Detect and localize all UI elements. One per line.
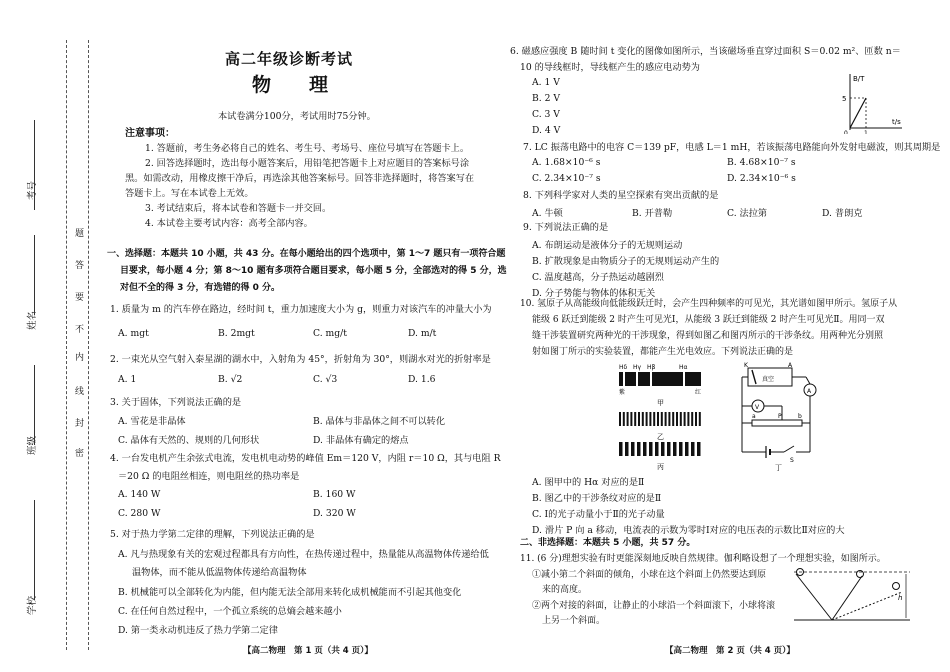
ammeter-label: A [807,388,812,395]
figure-label-ding: 丁 [775,464,782,472]
spectrum-band [619,372,701,386]
slider-label: P [778,413,782,420]
fringe-band [655,442,659,456]
spectrum-line-label: Hδ [619,364,628,371]
seal-char: 不 [73,324,83,334]
spectrum-line [636,372,638,386]
fringe-band [687,412,689,426]
q8-option-b[interactable]: B. 开普勒 [632,208,673,219]
exam-title: 高二年级诊断考试 [225,50,354,68]
q11-stem: 11. (6 分)理想实验有时更能深刻地反映自然规律。伽利略设想了一个理想实验，如图所示。 [520,554,886,564]
q2-option-d[interactable]: D. 1.6 [408,374,436,385]
fringe-band [699,412,701,426]
q6-stem: 6. 磁感应强度 B 随时间 t 变化的图像如图所示，当该磁场垂直穿过面积 S＝0.02 m²、匝数 n＝ [510,46,901,57]
subject-title: 物 理 [252,74,329,96]
field-class-line[interactable] [34,365,35,445]
q3-stem: 3. 关于固体，下列说法正确的是 [110,397,242,408]
q5-option-a[interactable]: A. 凡与热现象有关的宏观过程都具有方向性，在热传递过程中，热量能从高温物体传递给低 [118,549,489,560]
fringe-band [684,412,686,426]
q7-option-c[interactable]: C. 2.34×10⁻⁷ s [532,173,601,184]
q3-option-c[interactable]: C. 晶体有天然的、规则的几何形状 [118,435,260,446]
q4-option-d[interactable]: D. 320 W [313,508,356,519]
fringe-band [691,412,693,426]
fringe-band [630,412,632,426]
q10-stem-cont: 缝干涉装置研究两种光的干涉现象，得到如图乙和图丙所示的干涉条纹。用两种光分别照 [532,331,884,341]
q7-option-a[interactable]: A. 1.68×10⁻⁶ s [532,157,601,168]
q1-option-c[interactable]: C. mg/t [313,328,347,339]
q7-stem: 7. LC 振荡电路中的电容 C＝139 pF，电感 L＝1 mH，若该振荡电路能向外发射电磁波，则其周期是 [523,142,941,153]
q11-item: ②两个对接的斜面，让静止的小球沿一个斜面滚下，小球将滚 [532,601,776,611]
ball [857,571,864,578]
fringe-band [642,412,644,426]
q7-option-d[interactable]: D. 2.34×10⁻⁶ s [727,173,796,184]
fringe-pattern-yi [619,412,701,426]
note-line: 4. 本试卷主要考试内容：高考全部内容。 [145,218,313,229]
q9-stem: 9. 下列说法正确的是 [523,222,609,233]
fringe-band [685,442,689,456]
fringe-band [673,442,677,456]
q9-option-c[interactable]: C. 温度越高，分子热运动越剧烈 [532,272,664,283]
q5-stem: 5. 对于热力学第二定律的理解，下列说法正确的是 [110,529,315,540]
field-school: 学校 [27,595,38,615]
q6-option-c[interactable]: C. 3 V [532,109,560,120]
q4-stem-cont: ＝20 Ω 的电阻丝相连，则电阻丝的热功率是 [118,471,300,482]
page-footer: 【高二物理 第 1 页（共 4 页）】 [243,646,373,656]
q10-stem-cont: 能级 6 跃迁到能级 2 时产生可见光Ⅰ，从能级 3 跃迁到能级 2 时产生可见光Ⅱ。用同一双 [532,315,885,325]
fringe-band [661,412,663,426]
fringe-pattern-bing [619,442,701,456]
q5-option-c[interactable]: C. 在任何自然过程中，一个孤立系统的总熵会越来越小 [118,606,342,617]
figure-label-bing: 丙 [657,463,664,471]
q9-option-d[interactable]: D. 分子势能与物体的体积无关 [532,288,656,299]
fringe-band [697,442,701,456]
fringe-band [646,412,648,426]
section2-heading: 二、非选择题：本题共 5 小题，共 57 分。 [520,538,696,548]
q2-option-c[interactable]: C. √3 [313,374,338,385]
q1-stem: 1. 质量为 m 的汽车停在路边，经时间 t，重力加速度大小为 g，则重力对该汽车的冲量大小为 [110,304,492,315]
q10-figure-jia [617,361,717,409]
field-class: 班级 [27,435,38,455]
spectrum-line-label: Hγ [633,364,642,371]
q3-option-b[interactable]: B. 晶体与非晶体之间不可以转化 [313,416,446,427]
label-k: K [744,362,748,369]
seal-char: 题 [73,228,83,238]
fringe-band [634,412,636,426]
seal-char: 答 [73,260,83,270]
q5-option-a-cont: 温物体，而不能从低温物体传递给高温物体 [132,567,307,578]
q10-figure-bing [617,438,717,472]
q10-option-a[interactable]: A. 图甲中的 Hα 对应的是Ⅱ [532,477,645,488]
section1-heading: 对但不全的得 3 分，有选错的得 0 分。 [120,283,281,293]
spectrum-line [623,372,625,386]
spectrum-line [650,372,652,386]
note-line: 3. 考试结束后，将本试卷和答题卡一并交回。 [145,203,332,214]
section1-heading: 一、选择题：本题共 10 小题，共 43 分。在每小题给出的四个选项中，第 1～7 题只有一项符合题 [107,249,506,259]
rheostat [752,420,802,426]
field-school-line[interactable] [34,500,35,600]
fringe-band [676,412,678,426]
label-vacuum: 真空 [762,376,775,383]
q10-stem: 10. 氢原子从高能级向低能级跃迁时，会产生四种频率的可见光，其光谱如图甲所示。氢原子从 [520,299,898,309]
height-label: h [898,594,903,602]
q10-option-c[interactable]: C. Ⅰ的光子动量小于Ⅱ的光子动量 [532,509,665,520]
q6-bt-graph [830,72,905,134]
q5-option-d[interactable]: D. 第一类永动机违反了热力学第二定律 [118,625,278,636]
note-line: 1. 答题前，考生务必将自己的姓名、考生号、考场号、座位号填写在答题卡上。 [145,143,470,154]
field-name-line[interactable] [34,235,35,315]
spectrum-line-label: Hβ [647,364,656,371]
q2-stem: 2. 一束光从空气射入泰星湖的湖水中，入射角为 45°，折射角为 30°，则湖水对光的折射率是 [110,354,491,365]
q6-stem-cont: 10 的导线框时，导线框产生的感应电动势为 [520,62,700,73]
cathode [752,370,756,384]
fringe-band [653,412,655,426]
q9-option-a[interactable]: A. 布朗运动是液体分子的无规则运动 [532,240,683,251]
q10-figure-ding [738,360,828,472]
q4-option-c[interactable]: C. 280 W [118,508,161,519]
note-line: 黑。如需改动，用橡皮擦干净后，再选涂其他答案标号。回答非选择题时，将答案写在 [125,173,475,184]
fringe-band [627,412,629,426]
fringe-band [668,412,670,426]
fringe-band [631,442,635,456]
fringe-band [643,442,647,456]
fringe-band [665,412,667,426]
q11-item-cont: 来的高度。 [542,585,588,595]
spectrum-violet-end: 紫 [619,389,626,396]
fringe-band [638,412,640,426]
section1-heading: 目要求，每小题 4 分；第 8～10 题有多项符合题目要求，每小题 5 分，全部选对的得 5 分，选 [120,266,507,276]
fringe-band [680,412,682,426]
fringe-band [661,442,665,456]
note-line: 答题卡上。写在本试卷上无效。 [125,188,254,199]
fringe-band [649,442,653,456]
q6-option-b[interactable]: B. 2 V [532,93,560,104]
q8-stem: 8. 下列科学家对人类的星空探索有突出贡献的是 [523,190,719,201]
q3-option-d[interactable]: D. 非晶体有确定的熔点 [313,435,409,446]
q5-option-b[interactable]: B. 机械能可以全部转化为内能，但内能无法全部用来转化成机械能而不引起其他变化 [118,587,462,598]
q8-option-a[interactable]: A. 牛顿 [532,208,563,219]
field-exam-number-line[interactable] [34,120,35,210]
q6-ylabel: B/T [853,75,865,83]
label-b-end: b [798,413,802,420]
ball [893,583,900,590]
seal-char: 要 [73,292,83,302]
q6-b-line [850,98,866,128]
q7-option-b[interactable]: B. 4.68×10⁻⁷ s [727,157,796,168]
page-footer: 【高二物理 第 2 页（共 4 页）】 [665,646,795,656]
q4-option-a[interactable]: A. 140 W [118,489,161,500]
field-exam-number: 考号 [27,180,38,200]
fringe-band [691,442,695,456]
label-a-end: a [752,413,756,420]
wire [806,377,810,384]
fringe-band [619,412,621,426]
exam-info: 本试卷满分100分，考试用时75分钟。 [218,111,376,122]
note-line: 2. 回答选择题时，选出每小题答案后，用铅笔把答题卡上对应题目的答案标号涂 [145,158,470,169]
incline-right [832,576,862,620]
binding-line-inner [88,40,89,650]
q10-option-d[interactable]: D. 滑片 P 向 a 移动，电流表的示数为零时Ⅰ对应的电压表的示数比Ⅱ对应的大 [532,525,845,536]
spectrum-line [683,372,685,386]
q10-option-b[interactable]: B. 图乙中的干涉条纹对应的是Ⅱ [532,493,662,504]
fringe-band [649,412,651,426]
q11-item-cont: 上另一个斜面。 [542,616,606,626]
fringe-band [667,442,671,456]
q9-option-b[interactable]: B. 扩散现象是由物质分子的无规则运动产生的 [532,256,720,267]
q10-figure-yi [617,408,717,442]
q1-option-b[interactable]: B. 2mgt [218,328,255,339]
q6-xlabel: t/s [892,118,901,126]
fringe-band [619,442,623,456]
q6-option-a[interactable]: A. 1 V [532,77,560,88]
fringe-band [657,412,659,426]
q6-origin: 0 [844,130,848,134]
q11-item: ①减小第二个斜面的倾角，小球在这个斜面上仍然要达到原 [532,570,767,580]
notes-heading: 注意事项： [125,128,175,139]
voltmeter-label: V [755,404,760,411]
q11-inclines-figure [792,562,912,622]
binding-line-outer [66,40,67,650]
q8-option-d[interactable]: D. 普朗克 [822,208,863,219]
fringe-band [679,442,683,456]
fringe-band [623,412,625,426]
label-a: A [788,362,793,369]
q4-option-b[interactable]: B. 160 W [313,489,356,500]
q6-xtick: 1 [864,130,868,134]
seal-char: 封 [73,418,83,428]
q2-option-a[interactable]: A. 1 [118,374,137,385]
q10-stem-cont: 射如图丁所示的实验装置，都能产生光电效应。下列说法正确的是 [532,347,794,357]
field-name: 姓名 [27,310,38,330]
q1-option-a[interactable]: A. mgt [118,328,149,339]
q4-stem: 4. 一台发电机产生余弦式电流，发电机电动势的峰值 Em＝120 V，内阻 r＝10 Ω，其与电阻 R [110,453,501,464]
fringe-band [637,442,641,456]
q6-ytick: 5 [842,95,847,103]
switch-label: S [790,457,794,464]
switch [784,446,794,452]
q1-option-d[interactable]: D. m/t [408,328,437,339]
figure-label-jia: 甲 [657,399,664,407]
fringe-band [672,412,674,426]
figure-label-yi: 乙 [657,433,664,441]
q2-option-b[interactable]: B. √2 [218,374,243,385]
spectrum-red-end: 红 [695,389,702,396]
fringe-band [625,442,629,456]
q6-option-d[interactable]: D. 4 V [532,125,561,136]
seal-char: 内 [73,352,83,362]
incline-reduced [832,592,902,620]
seal-char: 密 [73,448,83,458]
q8-option-c[interactable]: C. 法拉第 [727,208,768,219]
spectrum-line-label: Hα [679,364,688,371]
fringe-band [695,412,697,426]
incline-left [796,574,832,620]
seal-char: 线 [73,386,83,396]
q3-option-a[interactable]: A. 雪花是非晶体 [118,416,186,427]
